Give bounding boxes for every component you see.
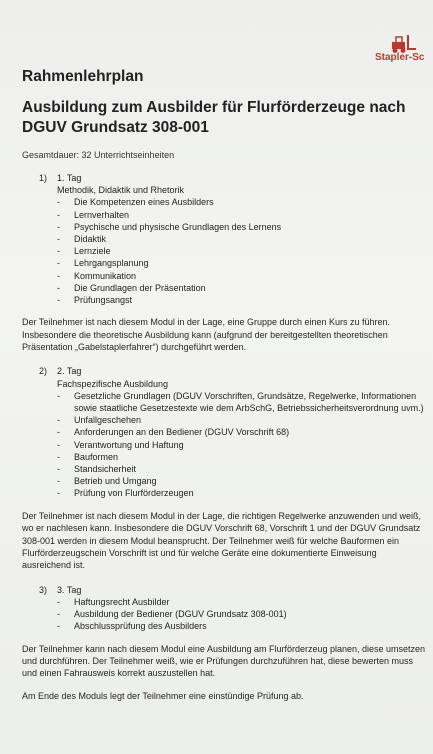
list-item: - Lehrgangsplanung <box>57 258 149 269</box>
list-item: - Verantwortung und Haftung <box>57 439 184 450</box>
day-3-section <box>22 584 427 633</box>
day-1-section <box>22 172 427 306</box>
list-item: - Lernziele <box>57 246 111 257</box>
day-1-label: 1. Tag <box>57 173 82 183</box>
day-1-summary: Der Teilnehmer ist nach diesem Modul in der Lage, eine Gruppe durch einen Kurs zu führen. Insbesondere die theoretische Ausbildung kann (aufgrund der bereitgestellten theoretischen Präsentation „Gabelstaplerfahrer“) durchgeführt werden. <box>22 317 391 353</box>
day-3-summary: Der Teilnehmer kann nach diesem Modul eine Ausbildung am Flurförderzeug planen, diese umsetzen und durchführen. Der Teilnehmer weiß, wie er Prüfungen durchzuführen hat, diese bewerten muss und einen Fahrausweis korrekt auszustellen hat. <box>22 643 426 679</box>
day-3-topics <box>57 596 427 633</box>
list-item: - Lernverhalten <box>57 209 130 220</box>
list-item: - Die Kompetenzen eines Ausbilders <box>57 197 214 208</box>
day-1-number: 1) <box>39 173 48 183</box>
closing-note: Am Ende des Moduls legt der Teilnehmer eine einstündige Prüfung ab. <box>22 690 304 701</box>
list-item: - Prüfung von Flurförderzeugen <box>57 488 194 499</box>
list-item: - Psychische und physische Grundlagen des Lernens <box>57 221 282 232</box>
list-item: - Die Grundlagen der Präsentation <box>57 282 206 293</box>
list-item: - Abschlussprüfung des Ausbilders <box>57 621 207 632</box>
day-2-body <box>22 378 427 500</box>
total-duration: Gesamtdauer: 32 Unterrichtseinheiten <box>22 150 175 160</box>
document-title: Ausbildung zum Ausbilder für Flurförderzeuge nach DGUV Grundsatz 308-001 <box>22 99 406 136</box>
logo-text: Stapler-Sc <box>375 52 425 63</box>
day-2-number: 2) <box>39 366 48 377</box>
list-item: - Anforderungen an den Bediener (DGUV Vorschrift 68) <box>57 427 290 438</box>
day-1-module: Methodik, Didaktik und Rhetorik <box>57 185 185 196</box>
day-3-body <box>22 596 427 633</box>
day-1-topics <box>57 196 427 306</box>
day-3-header <box>22 584 427 596</box>
list-item: - Didaktik <box>57 234 107 245</box>
list-item: - Bauformen <box>57 451 119 462</box>
day-2-section <box>22 365 427 499</box>
day-2-summary: Der Teilnehmer ist nach diesem Modul in der Lage, die richtigen Regelwerke anzuwenden und weiß, wo er nachlesen kann. Insbesondere die DGUV Vorschrift 68, Vorschrift 1 und der DGUV Grundsatz 308-001 werden in diesem Modul beansprucht. Der Teilnehmer weiß für welche Bauformen ein Flurförderzeugschein Vorschrift ist und für welche Geräte eine dokumentierte Einweisung ausreichend ist. <box>22 510 422 571</box>
day-2-header <box>22 365 427 377</box>
document-content <box>22 68 427 702</box>
day-3-number: 3) <box>39 584 48 595</box>
list-item: - Betrieb und Umgang <box>57 476 157 487</box>
day-1-body <box>22 184 427 306</box>
day-1-header <box>22 172 427 184</box>
list-item: - Kommunikation <box>57 270 137 281</box>
day-3-label: 3. Tag <box>57 584 82 595</box>
day-2-module: Fachspezifische Ausbildung <box>57 378 169 389</box>
list-item: - Unfallgeschehen <box>57 415 142 426</box>
list-item: - Ausbildung der Bediener (DGUV Grundsatz 308-001) <box>57 609 287 620</box>
document-heading: Rahmenlehrplan <box>22 68 144 85</box>
list-item: - Prüfungsangst <box>57 295 133 306</box>
forklift-icon <box>389 34 417 54</box>
list-item: - Haftungsrecht Ausbilder <box>57 596 170 607</box>
day-2-label: 2. Tag <box>57 366 82 377</box>
day-2-topics <box>57 390 427 500</box>
list-item: - Standsicherheit <box>57 464 137 475</box>
list-item: - Gesetzliche Grundlagen (DGUV Vorschriften, Grundsätze, Regelwerke, Informationen sowie staatliche Gesetzestexte wie dem ArbSchG, Betriebssicherheitsverordnung uvm.) <box>57 390 424 414</box>
